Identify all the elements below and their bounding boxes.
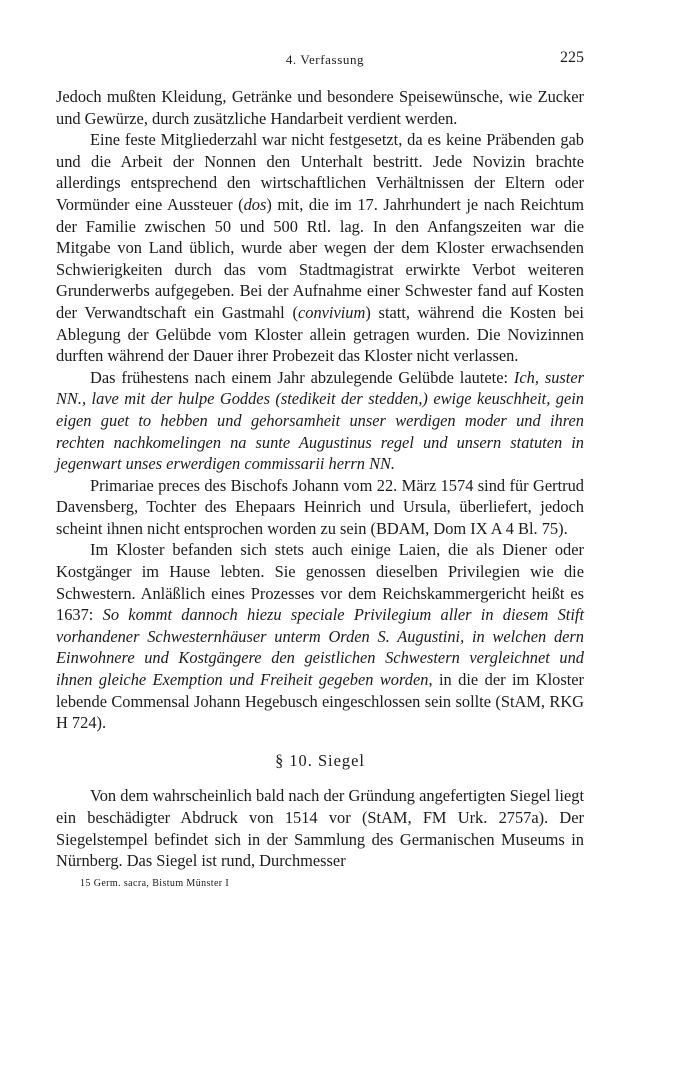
text-run: ) statt, während die Kosten bei Ablegung der Gelübde vom Kloster allein getragen wurden. Die Novizinnen durften während der Dauer ihrer Probezeit das Kloster nicht verlassen. — [56, 302, 584, 366]
section-heading: § 10. Siegel — [275, 750, 365, 770]
section-paragraph-list — [56, 785, 584, 871]
text-run: Primariae preces des Bischofs Johann vom 22. März 1574 sind für Gertrud Davensberg, Tochter des Ehepaars Heinrich und Ursula, überliefert, jedoch scheint ihnen nicht entsprochen worden zu sein (BDAM, Dom IX A 4 Bl. 75). — [56, 475, 584, 538]
paragraph — [56, 785, 584, 871]
body-text — [56, 86, 584, 872]
paragraph-list — [56, 86, 584, 734]
running-head — [56, 40, 584, 66]
paragraph — [56, 475, 584, 540]
page-number: 225 — [560, 49, 584, 66]
paragraph — [56, 129, 584, 367]
paragraph — [56, 367, 584, 475]
text-run: Im Kloster befanden sich stets auch einige Laien, die als Diener oder Kostgänger im Hause lebten. Sie genossen dieselben Privilegien wie die Schwestern. Anläßlich eines Prozesses vor dem Reichskammergericht heißt es 1637: — [56, 540, 584, 625]
paragraph — [56, 86, 584, 129]
text-run: Jedoch mußten Kleidung, Getränke und besondere Speisewünsche, wie Zucker und Gewürze, durch zusätzliche Handarbeit verdient werden. — [56, 87, 584, 128]
paragraph — [56, 539, 584, 733]
italic-text: Ich, suster NN., lave mit der hulpe Goddes (stedikeit der stedden,) ewige keuschheit, gein eigen guet to hebben und gehorsamheit unser werdigen moder und ihren rechten nachkomelingen na sunte Augustinus regel und unsern statuten in jegenwart unses erwerdigen commissarii herrn NN. — [56, 367, 584, 474]
running-head-title: 4. Verfassung — [285, 52, 365, 67]
text-run: Das frühestens nach einem Jahr abzulegende Gelübde lautete: — [90, 367, 514, 387]
italic-text: dos — [243, 194, 267, 214]
text-run: , in die der im Kloster lebende Commensal Johann Hegebusch eingeschlossen sein sollte (StAM, RKG H 724). — [56, 670, 584, 733]
italic-text: convivium — [297, 302, 366, 322]
text-run: Von dem wahrscheinlich bald nach der Gründung angefertigten Siegel liegt ein beschädigter Abdruck von 1514 vor (StAM, FM Urk. 2757a). Der Siegelstempel befindet sich in der Sammlung des Germanischen Museums in Nürnberg. Das Siegel ist rund, Durchmesser — [56, 786, 584, 871]
text-run: Eine feste Mitgliederzahl war nicht festgesetzt, da es keine Präbenden gab und die Arbeit der Nonnen den Unterhalt bestritt. Jede Novizin brachte allerdings entsprechend den wirtschaftlichen Verhältnissen der Eltern oder Vormünder eine Aussteuer ( — [56, 130, 584, 214]
signature-line: 15 Germ. sacra, Bistum Münster I — [80, 877, 230, 889]
text-run: ) mit, die im 17. Jahrhundert je nach Reichtum der Familie zwischen 50 und 500 Rtl. lag. In den Anfangszeiten war die Mitgabe von Land üblich, wurde aber wegen der dem Kloster erwachsenden Schwierigkeiten durch das vom Stadtmagistrat erwirkte Verbot weiteren Grunderwerbs aufgegeben. Bei der Aufnahme einer Schwester fand auf Kosten der Verwandtschaft ein Gastmahl ( — [56, 194, 585, 322]
book-page — [56, 40, 584, 889]
italic-text: So kommt dannoch hiezu speciale Privilegium aller in diesem Stift vorhandener Schwesternhäuser unterm Orden S. Augustini, in welchen dern Einwohnere und Kostgängere den geistlichen Schwestern vergleichnet und ihnen gleiche Exemption und Freiheit gegeben worden — [56, 605, 584, 690]
